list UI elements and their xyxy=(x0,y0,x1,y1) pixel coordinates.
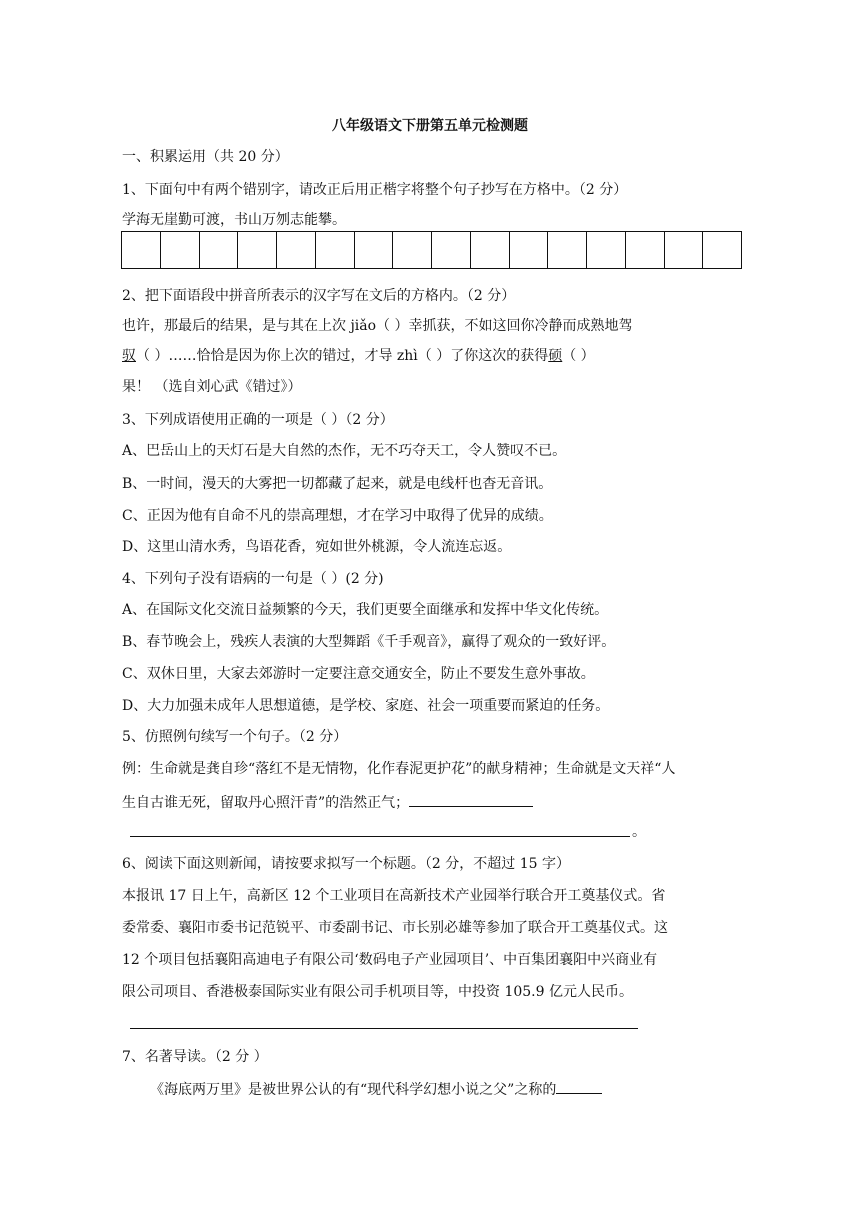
question-6-prompt: 6、阅读下面这则新闻，请按要求拟写一个标题。（2 分，不超过 15 字） xyxy=(122,856,570,872)
grid-cell[interactable] xyxy=(355,231,394,269)
grid-cell[interactable] xyxy=(471,231,510,269)
grid-cell[interactable] xyxy=(510,231,549,269)
answer-blank[interactable] xyxy=(409,791,533,807)
question-7-line-1 xyxy=(150,1078,790,1100)
section-heading: 一、积累运用（共 20 分） xyxy=(122,149,289,165)
grid-cell[interactable] xyxy=(122,231,161,269)
option-b[interactable]: B、一时间，漫天的大雾把一切都藏了起来，就是电线杆也杳无音讯。 xyxy=(122,476,553,492)
question-2-line-2 xyxy=(122,346,762,366)
grid-cell[interactable] xyxy=(626,231,665,269)
question-2-line-3: 果！ （选自刘心武《错过》） xyxy=(122,379,302,395)
option-a[interactable]: A、在国际文化交流日益频繁的今天，我们更要全面继承和发挥中华文化传统。 xyxy=(122,602,609,618)
example-text: 生自古谁无死，留取丹心照汗青”的浩然正气； xyxy=(122,795,410,811)
news-line: 本报讯 17 日上午，高新区 12 个工业项目在高新技术产业园举行联合开工奠基仪式。省 xyxy=(122,888,666,904)
news-line: 12 个项目包括襄阳高迪电子有限公司‘数码电子产业园项目’、中百集团襄阳中兴商业有 xyxy=(122,952,658,968)
answer-blank[interactable]: （ ） xyxy=(562,348,595,364)
answer-line[interactable] xyxy=(130,836,630,837)
grid-cell[interactable] xyxy=(277,231,316,269)
question-3-prompt: 3、下列成语使用正确的一项是（ ）（2 分） xyxy=(122,412,394,428)
question-5-example-1: 例：生命就是龚自珍“落红不是无情物，化作春泥更护花”的献身精神；生命就是文天祥“人 xyxy=(122,761,676,777)
option-d[interactable]: D、大力加强未成年人思想道德，是学校、家庭、社会一项重要而紧迫的任务。 xyxy=(122,698,610,714)
news-line: 限公司项目、香港极泰国际实业有限公司手机项目等，中投资 105.9 亿元人民币。 xyxy=(122,984,633,1000)
grid-cell[interactable] xyxy=(200,231,239,269)
option-c[interactable]: C、正因为他有自命不凡的崇高理想，才在学习中取得了优异的成绩。 xyxy=(122,508,553,524)
grid-cell[interactable] xyxy=(703,231,742,269)
grid-cell[interactable] xyxy=(548,231,587,269)
grid-cell[interactable] xyxy=(587,231,626,269)
option-b[interactable]: B、春节晚会上，残疾人表演的大型舞蹈《千手观音》，赢得了观众的一致好评。 xyxy=(122,634,616,650)
question-7-text: 《海底两万里》是被世界公认的有“现代科学幻想小说之父”之称的 xyxy=(150,1082,557,1098)
option-c[interactable]: C、双休日里，大家去郊游时一定要注意交通安全，防止不要发生意外事故。 xyxy=(122,666,595,682)
underlined-char: 硕 xyxy=(548,348,563,364)
grid-cell[interactable] xyxy=(238,231,277,269)
answer-grid[interactable] xyxy=(121,231,742,269)
underlined-char: 驭 xyxy=(122,348,136,364)
news-line: 委常委、襄阳市委书记范锐平、市委副书记、市长别必雄等参加了联合开工奠基仪式。这 xyxy=(122,920,668,936)
question-2-prompt: 2、把下面语段中拼音所表示的汉字写在文后的方格内。（2 分） xyxy=(122,288,516,304)
question-2-text: （ ）……恰恰是因为你上次的错过，才导 zhì（ ）了你这次的获得 xyxy=(136,348,549,364)
grid-cell[interactable] xyxy=(393,231,432,269)
answer-line[interactable] xyxy=(130,1028,638,1029)
page-title: 八年级语文下册第五单元检测题 xyxy=(332,118,528,134)
option-a[interactable]: A、巴岳山上的天灯石是大自然的杰作，无不巧夺天工，令人赞叹不已。 xyxy=(122,443,567,459)
grid-cell[interactable] xyxy=(161,231,200,269)
question-5-example-2 xyxy=(122,791,762,813)
question-1-sentence: 学海无崖勤可渡，书山万刎志能攀。 xyxy=(122,212,346,228)
question-1-prompt: 1、下面句中有两个错别字，请改正后用正楷字将整个句子抄写在方格中。（2 分） xyxy=(122,182,628,198)
option-d[interactable]: D、这里山清水秀，鸟语花香，宛如世外桃源，令人流连忘返。 xyxy=(122,539,512,555)
grid-cell[interactable] xyxy=(316,231,355,269)
answer-blank[interactable] xyxy=(556,1078,602,1094)
question-2-line-1: 也许，那最后的结果，是与其在上次 jiǎo（ ）幸抓获，不如这回你冷静而成熟地驾 xyxy=(122,318,633,334)
question-4-prompt: 4、下列句子没有语病的一句是（ ）(2 分) xyxy=(122,571,384,587)
grid-cell[interactable] xyxy=(665,231,704,269)
period: 。 xyxy=(632,824,646,840)
question-7-prompt: 7、名著导读。（2 分 ） xyxy=(122,1049,268,1065)
question-5-prompt: 5、仿照例句续写一个句子。（2 分） xyxy=(122,729,348,745)
grid-cell[interactable] xyxy=(432,231,471,269)
